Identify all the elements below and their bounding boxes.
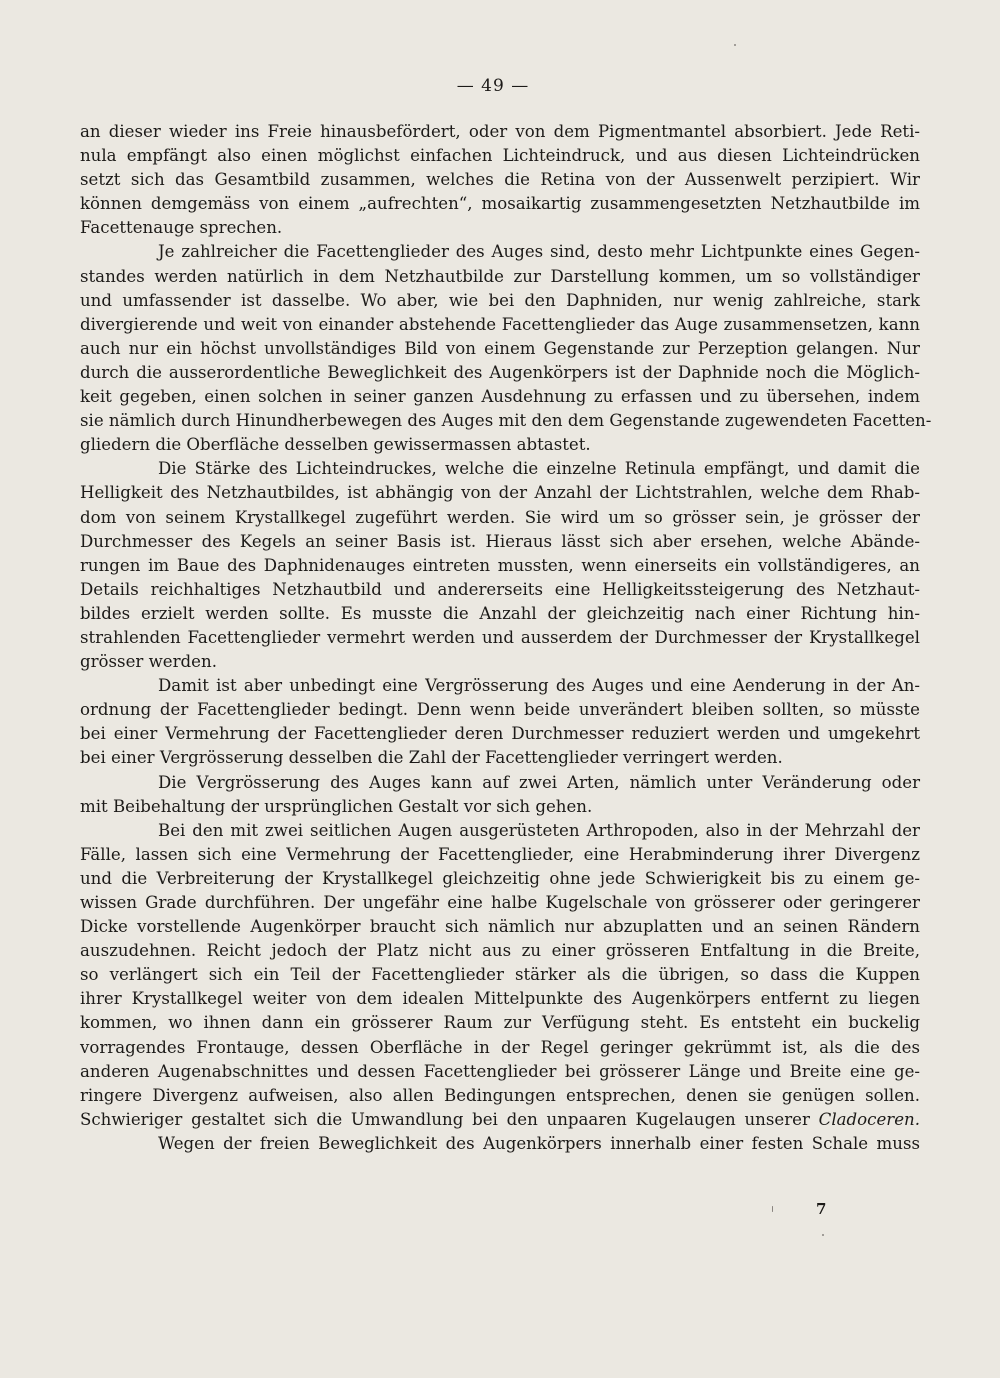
text-line: setzt sich das Gesamtbild zusammen, welches die Retina von der Aussenwelt perzipiert. Wir [80, 170, 920, 190]
text-line: vorragendes Frontauge, dessen Oberfläche in der Regel geringer gekrümmt ist, als die des [80, 1037, 920, 1057]
text-line: auszudehnen. Reicht jedoch der Platz nicht aus zu einer grösseren Entfaltung in die Breite, [80, 941, 920, 961]
text-line: und die Verbreiterung der Krystallkegel gleichzeitig ohne jede Schwierigkeit bis zu einem ge- [80, 868, 920, 888]
text-line: Facettenauge sprechen. [80, 218, 283, 238]
text-line: grösser werden. [80, 652, 217, 672]
text-line: Je zahlreicher die Facettenglieder des Auges sind, desto mehr Lichtpunkte eines Gegen- [158, 242, 920, 262]
text-line: und umfassender ist dasselbe. Wo aber, wie bei den Daphniden, nur wenig zahlreiche, stark [80, 290, 920, 310]
text-line: bei einer Vermehrung der Facettenglieder deren Durchmesser reduziert werden und umgekehrt [80, 724, 920, 744]
paper-speck [734, 44, 736, 46]
text-line: Damit ist aber unbedingt eine Vergrösserung des Auges und eine Aenderung in der An- [158, 676, 920, 696]
body-text [80, 120, 932, 1156]
text-line: wissen Grade durchführen. Der ungefähr eine halbe Kugelschale von grösserer oder geringerer [80, 893, 920, 912]
text-line: keit gegeben, einen solchen in seiner ganzen Ausdehnung zu erfassen und zu übersehen, indem [80, 387, 920, 407]
text-line: ringere Divergenz aufweisen, also allen Bedingungen entsprechen, denen sie genügen sollen. [80, 1085, 920, 1105]
text-line: Dicke vorstellende Augenkörper braucht sich nämlich nur abzuplatten und an seinen Rändern [80, 917, 920, 937]
text-line: so verlängert sich ein Teil der Facettenglieder stärker als die übrigen, so dass die Kuppen [80, 965, 920, 985]
text-line: sie nämlich durch Hinundherbewegen des Auges mit den dem Gegenstande zugewendeten Facetten- [80, 411, 932, 431]
text-line: Durchmesser des Kegels an seiner Basis ist. Hieraus lässt sich aber ersehen, welche Abände- [80, 531, 920, 551]
text-line: divergierende und weit von einander abstehende Facettenglieder das Auge zusammensetzen, kann [80, 314, 920, 334]
text-line: anderen Augenabschnittes und dessen Facettenglieder bei grösserer Länge und Breite eine ge- [80, 1061, 920, 1081]
text-segment: Schwieriger gestaltet sich die Umwandlung bei den unpaaren Kugelaugen unserer [80, 1109, 819, 1129]
signature-mark: 7 [816, 1200, 827, 1218]
text-line: rungen im Baue des Daphnidenauges eintreten mussten, wenn einerseits ein vollständigeres, an [80, 555, 920, 575]
paper-speck [822, 1234, 824, 1236]
text-line: gliedern die Oberfläche desselben gewissermassen abtastet. [80, 435, 591, 455]
paper-speck [772, 1206, 773, 1212]
text-line: strahlenden Facettenglieder vermehrt werden und ausserdem der Durchmesser der Krystallkegel [80, 627, 920, 647]
text-line: kommen, wo ihnen dann ein grösserer Raum zur Verfügung steht. Es entsteht ein buckelig [80, 1013, 920, 1033]
text-line: bildes erzielt werden sollte. Es musste die Anzahl der gleichzeitig nach einer Richtung hin- [80, 603, 920, 623]
text-line: Wegen der freien Beweglichkeit des Augenkörpers innerhalb einer festen Schale muss [158, 1133, 920, 1153]
text-line: auch nur ein höchst unvollständiges Bild von einem Gegenstande zur Perzeption gelangen. Nur [80, 338, 920, 358]
text-line: nula empfängt also einen möglichst einfachen Lichteindruck, und aus diesen Lichteindrücken [80, 146, 920, 166]
text-line: durch die ausserordentliche Beweglichkeit des Augenkörpers ist der Daphnide noch die Möglich- [80, 362, 920, 382]
text-line: können demgemäss von einem „aufrechten“, mosaikartig zusammengesetzten Netzhautbilde im [80, 194, 920, 214]
text-line: Bei den mit zwei seitlichen Augen ausgerüsteten Arthropoden, also in der Mehrzahl der [158, 820, 920, 840]
text-line: Die Vergrösserung des Auges kann auf zwei Arten, nämlich unter Veränderung oder [158, 772, 920, 792]
text-line: Helligkeit des Netzhautbildes, ist abhängig von der Anzahl der Lichtstrahlen, welche dem Rhab- [80, 483, 920, 503]
page-number: — 49 — [456, 76, 530, 96]
text-line: dom von seinem Krystallkegel zugeführt werden. Sie wird um so grösser sein, je grösser der [80, 507, 920, 527]
text-line: ihrer Krystallkegel weiter von dem idealen Mittelpunkte des Augenkörpers entfernt zu liegen [80, 989, 920, 1009]
text-line: standes werden natürlich in dem Netzhautbilde zur Darstellung kommen, um so vollständiger [80, 266, 920, 286]
text-line: mit Beibehaltung der ursprünglichen Gestalt vor sich gehen. [80, 796, 593, 816]
italic-term: Cladoceren. [818, 1109, 920, 1129]
text-line: Die Stärke des Lichteindruckes, welche die einzelne Retinula empfängt, und damit die [158, 459, 920, 479]
text-line: Fälle, lassen sich eine Vermehrung der Facettenglieder, eine Herabminderung ihrer Divergenz [80, 844, 920, 864]
text-line: ordnung der Facettenglieder bedingt. Denn wenn beide unverändert bleiben sollten, so müsste [80, 700, 920, 720]
text-line: an dieser wieder ins Freie hinausbefördert, oder von dem Pigmentmantel absorbiert. Jede Reti- [80, 122, 920, 141]
text-line [80, 1108, 920, 1132]
text-line: bei einer Vergrösserung desselben die Zahl der Facettenglieder verringert werden. [80, 748, 783, 768]
text-line: Details reichhaltiges Netzhautbild und andererseits eine Helligkeitssteigerung des Netzhaut- [80, 579, 920, 599]
